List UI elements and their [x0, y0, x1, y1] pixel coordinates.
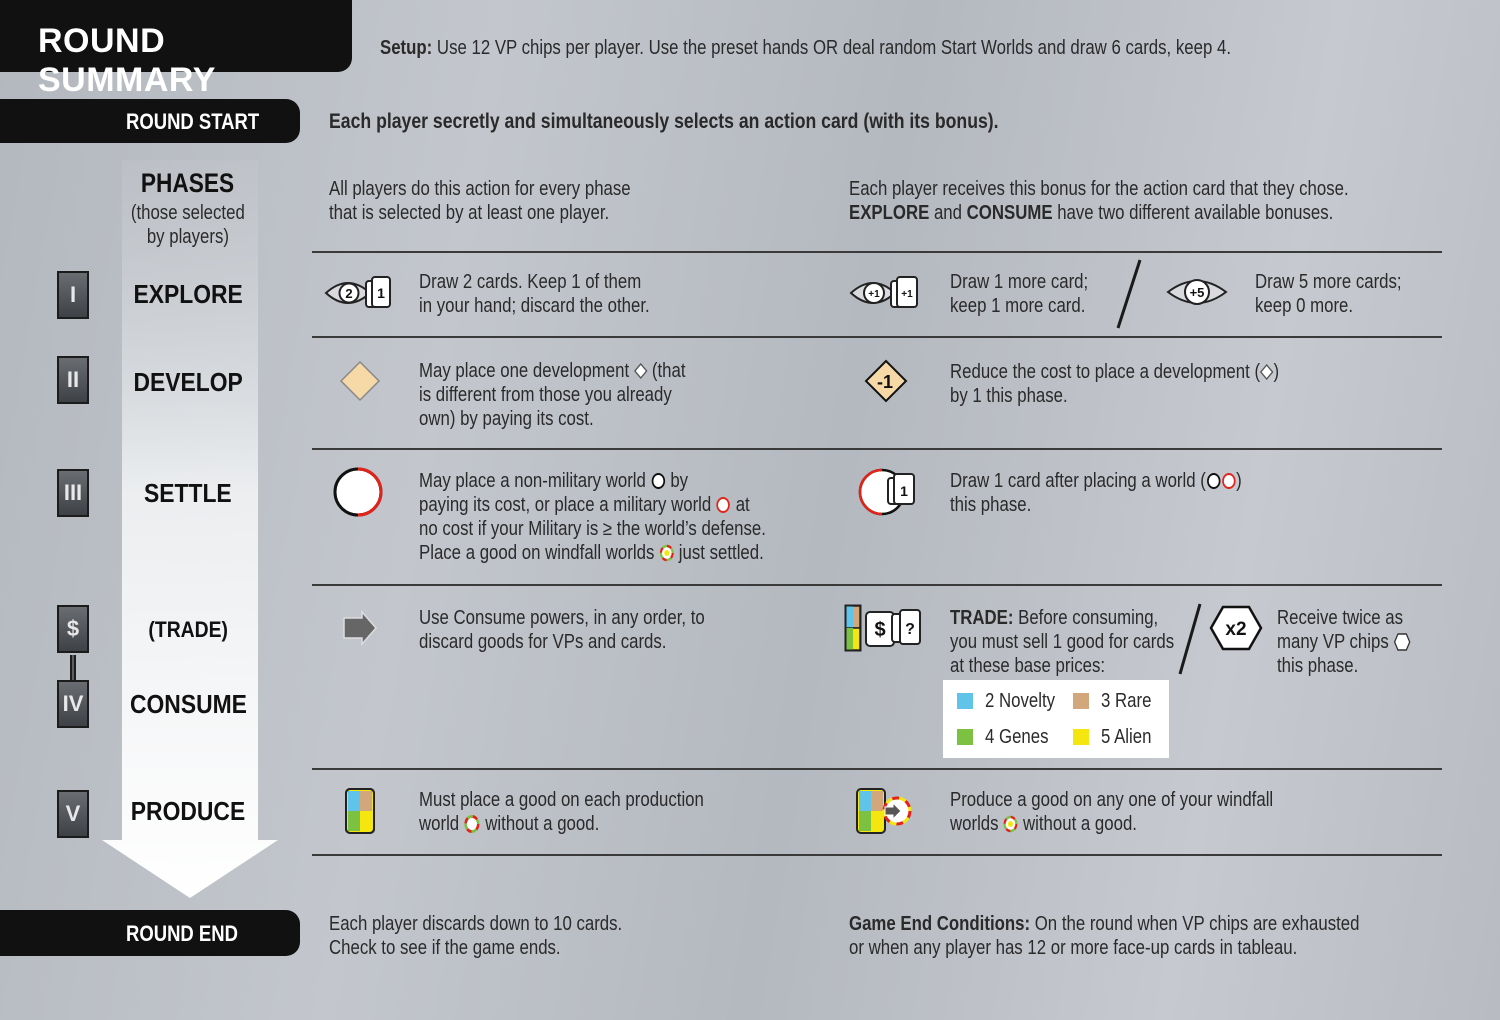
phases-sub1: (those selected [131, 202, 245, 224]
military-world-icon [1221, 472, 1236, 490]
round-end-tab [0, 910, 300, 956]
consume-x2-bonus-text: Receive twice as many VP chips this phase. [1277, 606, 1436, 678]
trade-bonus-icon [844, 604, 926, 654]
non-military-world-icon [651, 472, 666, 490]
svg-text:?: ? [905, 621, 915, 638]
phase-name-explore: EXPLORE [133, 279, 243, 309]
development-diamond-icon [1260, 364, 1273, 380]
consume-action-text: Use Consume powers, in any order, to discard goods for VPs and cards. [419, 607, 705, 653]
slash-separator [1176, 602, 1206, 676]
produce-action-text: Must place a good on each production world without a good. [419, 789, 704, 835]
windfall-world-icon [659, 544, 674, 562]
explore-bonus1-text: Draw 1 more card; keep 1 more card. [950, 271, 1089, 317]
develop-action-text: May place one development (that is different from those you already own) by paying its cost. [419, 360, 686, 430]
x2-hexagon-icon [1210, 604, 1262, 652]
title-tab [0, 0, 352, 99]
round-end-label: ROUND END [126, 921, 238, 946]
phase-numeral-settle: III [57, 469, 89, 517]
price-alien: 5 Alien [1073, 725, 1161, 749]
phase-numeral-trade: $ [57, 605, 89, 653]
price-novelty: 2 Novelty [957, 689, 1068, 713]
slash-separator [1112, 258, 1146, 330]
novelty-swatch [957, 693, 973, 709]
divider [312, 854, 1442, 856]
svg-text:1: 1 [900, 483, 908, 499]
divider [312, 336, 1442, 338]
vp-chip-hexagon-icon [1393, 633, 1410, 651]
round-start-tab [0, 99, 300, 143]
price-genes: 4 Genes [957, 725, 1061, 749]
phase-numeral-produce: V [57, 790, 89, 838]
divider [312, 448, 1442, 450]
page-title: ROUND SUMMARY [38, 22, 216, 99]
round-end-text: Each player discards down to 10 cards. Check to see if the game ends. [329, 913, 623, 959]
phase-name-consume: CONSUME [129, 689, 247, 719]
settle-bonus-text: Draw 1 card after placing a world ( ) this phase. [950, 470, 1242, 516]
genes-swatch [957, 729, 973, 745]
price-rare: 3 Rare [1073, 689, 1161, 713]
development-diamond-icon [634, 363, 647, 379]
alien-swatch [1073, 729, 1089, 745]
setup-line [380, 36, 1393, 60]
svg-text:+5: +5 [1189, 285, 1205, 300]
phase-numeral-develop: II [57, 356, 89, 404]
develop-bonus-text: Reduce the cost to place a development ( ) by 1 this phase. [950, 361, 1280, 407]
divider [312, 768, 1442, 770]
phase-numeral-explore: I [57, 271, 89, 319]
explore-action-text: Draw 2 cards. Keep 1 of them in your hand; discard the other. [419, 271, 650, 317]
production-good-icon [344, 787, 376, 835]
game-end-conditions: Game End Conditions: On the round when VP chips are exhausted or when any player has 12 or more face-up cards in tableau. [849, 913, 1360, 959]
trade-bonus-text: TRADE: Before consuming, you must sell 1 good for cards at these base prices: [950, 607, 1175, 677]
military-world-icon [716, 496, 731, 514]
settle-action-text: May place a non-military world by paying its cost, or place a military world at no cost if your Military is ≥ the world’s defense. Place a good on windfall worlds just settled. [419, 470, 766, 564]
phases-header [88, 168, 288, 249]
divider [312, 584, 1442, 586]
divider [312, 251, 1442, 253]
develop-minus1-icon [864, 359, 908, 403]
produce-bonus-text: Produce a good on any one of your windfall worlds without a good. [950, 789, 1274, 835]
setup-text: Use 12 VP chips per player. Use the preset hands OR deal random Start Worlds and draw 6 cards, keep 4. [432, 37, 1231, 59]
phase-numeral-consume: IV [57, 680, 89, 728]
development-diamond-icon [339, 360, 381, 402]
non-military-world-icon [1206, 472, 1221, 490]
phase-name-produce: PRODUCE [130, 796, 246, 826]
explore-draw-icon [324, 272, 396, 314]
setup-label: Setup: [380, 37, 433, 59]
svg-text:+1: +1 [868, 289, 880, 300]
windfall-world-icon [1003, 815, 1018, 833]
svg-text:$: $ [874, 619, 886, 641]
round-start-text: Each player secretly and simultaneously selects an action card (with its bonus). [329, 110, 999, 133]
world-circle-icon [332, 466, 384, 518]
svg-text:+1: +1 [901, 289, 913, 300]
phase-name-trade: (TRADE) [148, 617, 228, 642]
phase-name-settle: SETTLE [144, 478, 232, 508]
produce-windfall-bonus-icon [855, 787, 917, 835]
phase-flow-arrow-icon [100, 160, 280, 900]
round-start-label: ROUND START [126, 109, 260, 134]
settle-draw-card-icon [858, 466, 920, 518]
svg-text:-1: -1 [876, 372, 894, 392]
consume-arrow-icon [342, 610, 378, 646]
phases-sub2: by players) [146, 226, 230, 248]
svg-text:x2: x2 [1225, 619, 1247, 640]
svg-text:1: 1 [377, 285, 385, 301]
explore-bonus2-text: Draw 5 more cards; keep 0 more. [1255, 271, 1402, 317]
phase-name-develop: DEVELOP [133, 367, 243, 397]
bonus-header: Each player receives this bonus for the action card that they chose. EXPLORE and CONSUME have two different available bonuses. [849, 178, 1349, 224]
action-header: All players do this action for every phase that is selected by at least one player. [329, 178, 631, 224]
phases-title: PHASES [141, 168, 235, 198]
rare-swatch [1073, 693, 1089, 709]
explore-bonus-plus5-icon [1166, 270, 1228, 314]
svg-text:2: 2 [345, 286, 353, 301]
trade-price-legend [943, 680, 1169, 758]
explore-bonus-plus1-icon [849, 272, 923, 314]
trade-consume-link [70, 655, 76, 680]
production-world-icon [464, 814, 481, 834]
